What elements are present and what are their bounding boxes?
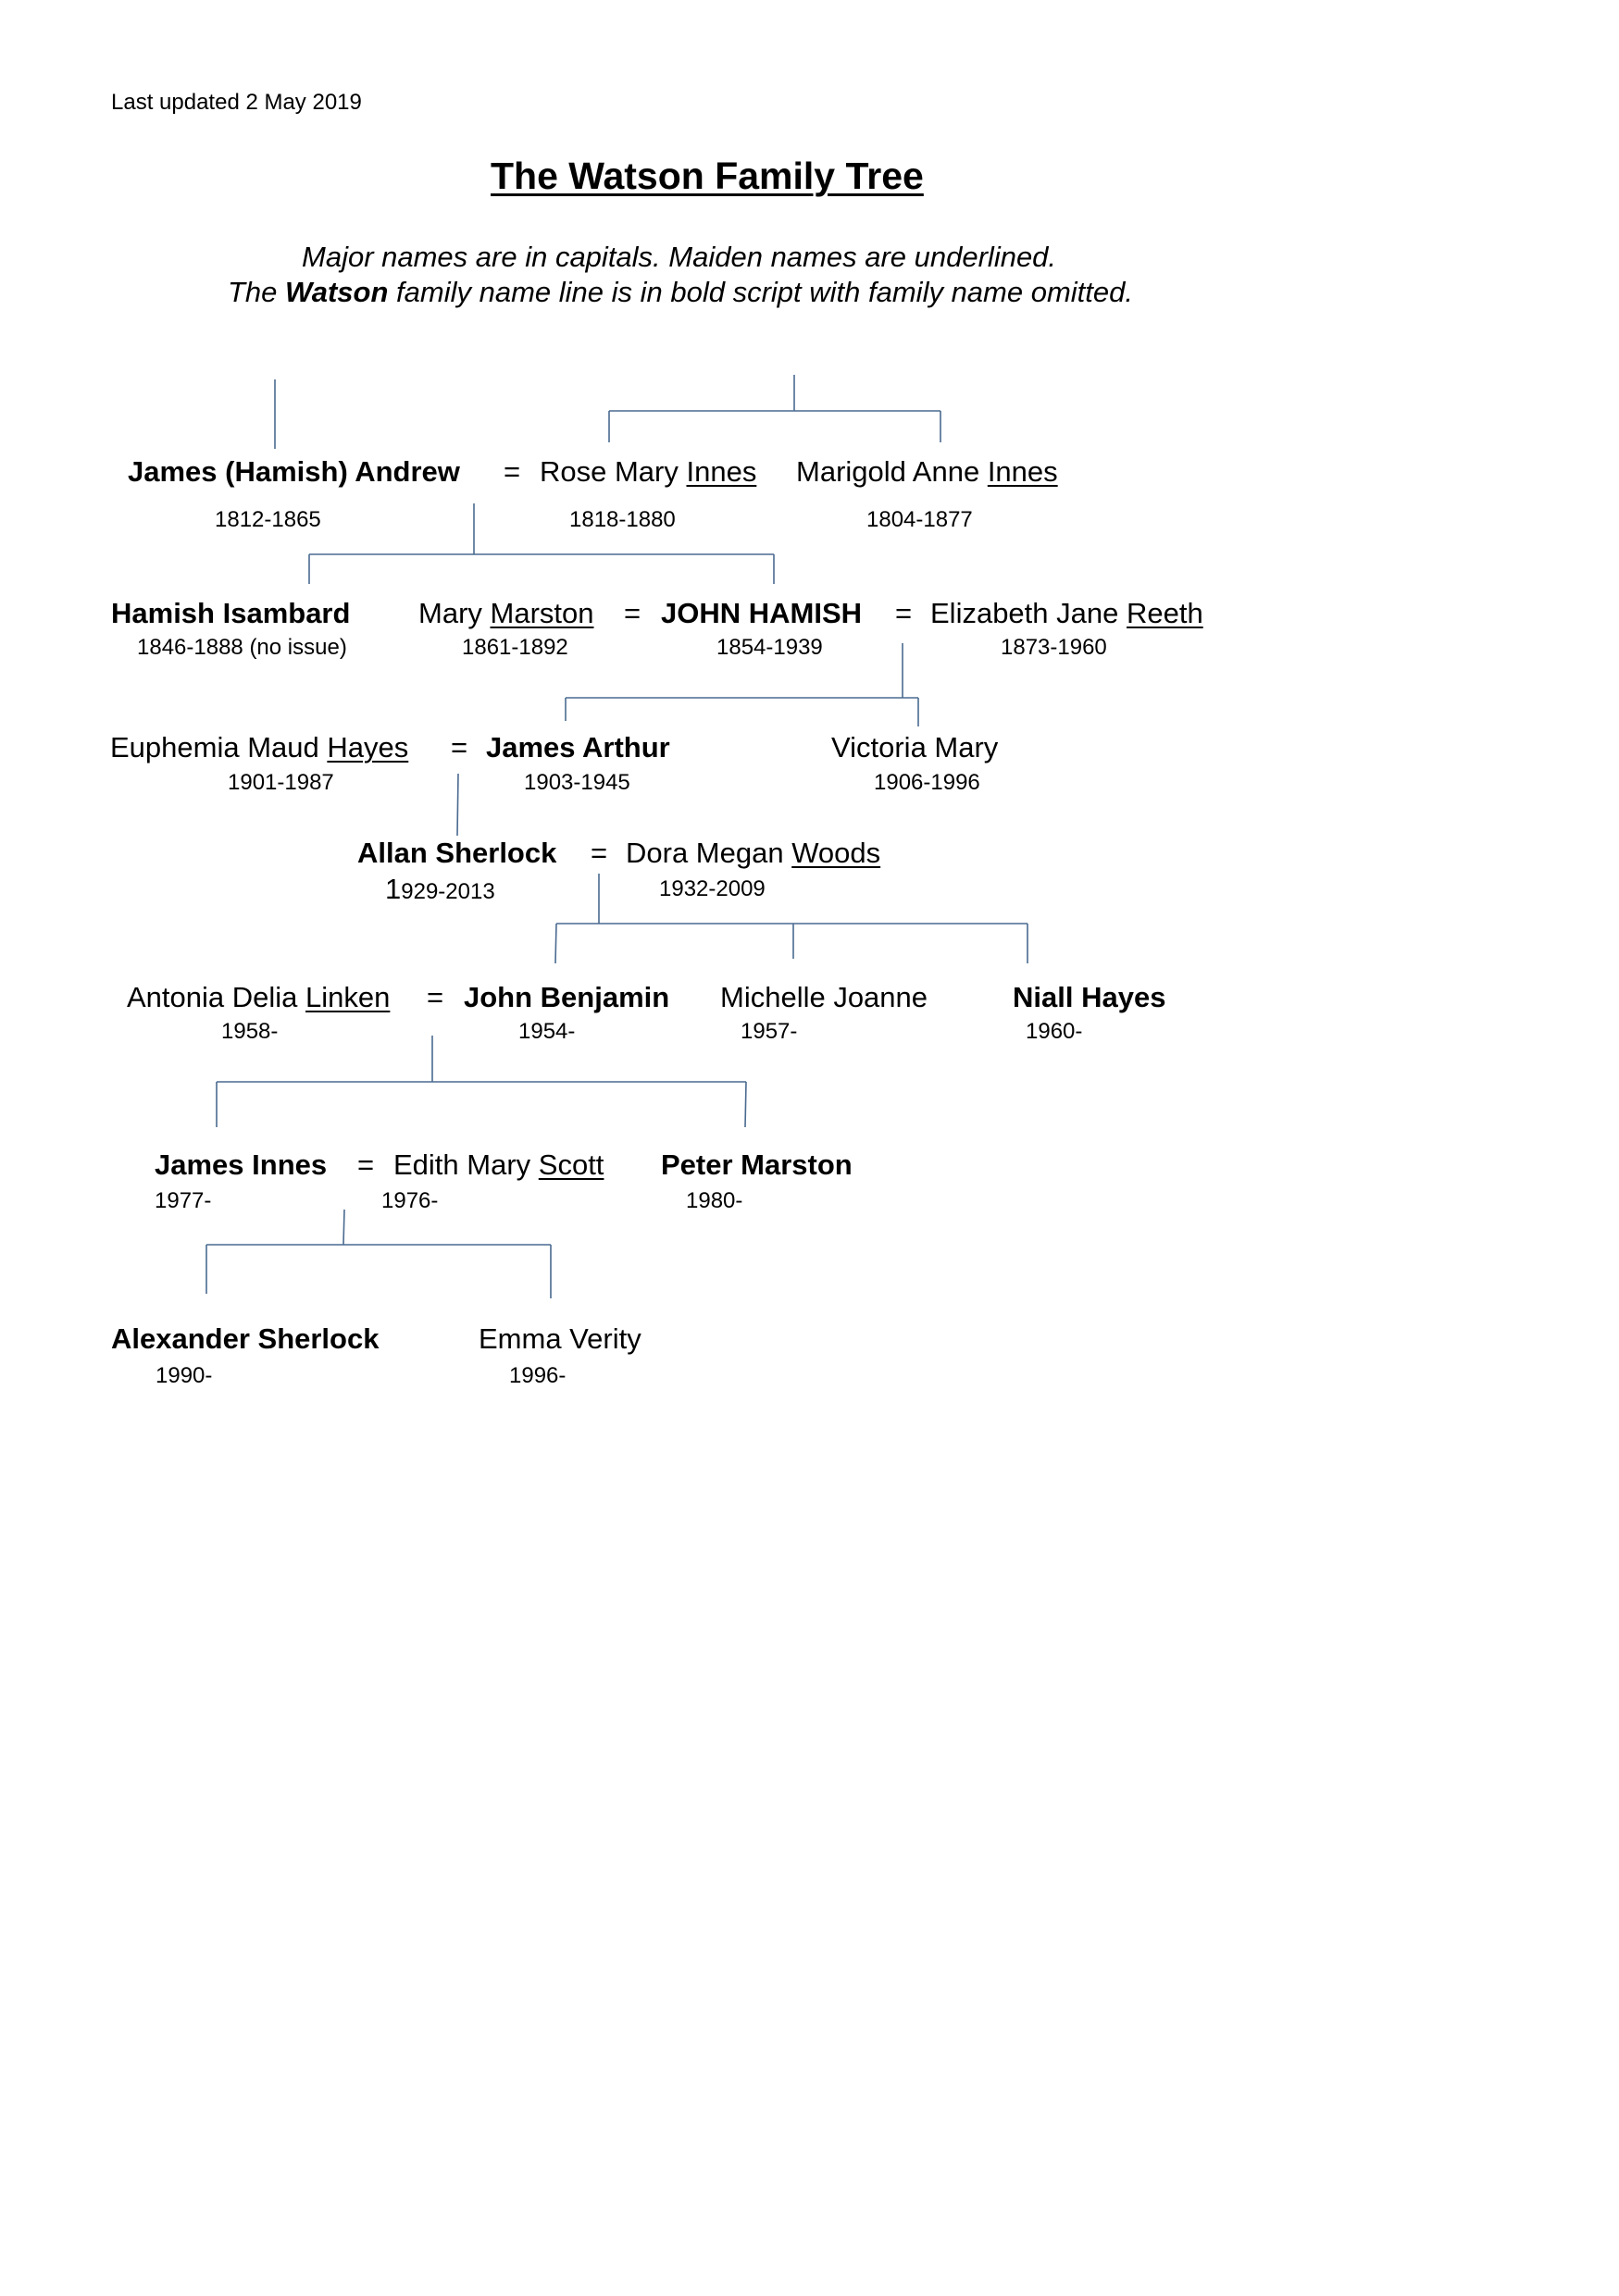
person-elizabeth-jane-reeth <box>930 599 1203 627</box>
marriage-symbol: = <box>591 837 608 869</box>
person-james-arthur: James Arthur <box>486 731 670 763</box>
given-names: Elizabeth Jane <box>930 597 1127 629</box>
dates-michelle-joanne: 1957- <box>741 1019 798 1044</box>
legend-watson-bold: Watson <box>285 276 389 308</box>
dates-alexander-sherlock: 1990- <box>156 1363 213 1388</box>
person-john-hamish: JOHN HAMISH <box>661 597 863 629</box>
dates-marigold-anne-innes: 1804-1877 <box>866 507 973 532</box>
maiden-name: Reeth <box>1126 597 1203 629</box>
person-john-benjamin: John Benjamin <box>464 981 670 1013</box>
maiden-name: Innes <box>686 455 757 488</box>
person-hamish-isambard: Hamish Isambard <box>111 597 351 629</box>
legend-line-1: Major names are in capitals. Maiden names are underlined. <box>302 241 1057 273</box>
legend-line-2-pre: The <box>228 276 286 308</box>
dates-john-benjamin: 1954- <box>518 1019 576 1044</box>
person-edith-mary-scott <box>393 1150 604 1179</box>
dates-emma-verity: 1996- <box>509 1363 567 1388</box>
dates-james-hamish-andrew: 1812-1865 <box>215 507 321 532</box>
dates-antonia-delia-linken: 1958- <box>221 1019 279 1044</box>
page-title: The Watson Family Tree <box>491 155 924 197</box>
marriage-symbol: = <box>427 981 444 1013</box>
legend-line-2-post: family name line is in bold script with family name omitted. <box>388 276 1133 308</box>
person-james-innes: James Innes <box>155 1148 328 1181</box>
dates-rest: 929-2013 <box>401 879 495 904</box>
given-names: Rose Mary <box>540 455 687 488</box>
given-names: Marigold Anne <box>796 455 988 488</box>
dates-edith-mary-scott: 1976- <box>381 1188 439 1213</box>
dates-hamish-isambard: 1846-1888 (no issue) <box>137 635 347 660</box>
maiden-name: Innes <box>987 455 1058 488</box>
dates-john-hamish: 1854-1939 <box>716 635 823 660</box>
dates-niall-hayes: 1960- <box>1026 1019 1083 1044</box>
given-names: Edith Mary <box>393 1148 539 1181</box>
marriage-symbol: = <box>895 597 913 629</box>
marriage-symbol: = <box>451 731 468 763</box>
person-niall-hayes: Niall Hayes <box>1013 981 1166 1013</box>
dates-victoria-mary: 1906-1996 <box>874 770 980 795</box>
person-james-hamish-andrew: James (Hamish) Andrew <box>128 455 460 488</box>
dates-allan-sherlock <box>385 875 495 903</box>
person-alexander-sherlock: Alexander Sherlock <box>111 1322 380 1355</box>
person-marigold-anne-innes <box>796 457 1058 486</box>
marriage-symbol: = <box>357 1148 375 1181</box>
dates-elizabeth-jane-reeth: 1873-1960 <box>1001 635 1107 660</box>
last-updated-note: Last updated 2 May 2019 <box>111 90 362 115</box>
marriage-symbol: = <box>504 455 521 488</box>
person-allan-sherlock: Allan Sherlock <box>357 837 557 869</box>
maiden-name: Scott <box>538 1148 604 1181</box>
person-antonia-delia-linken <box>127 983 390 1011</box>
given-names: Euphemia Maud <box>110 731 328 763</box>
person-mary-marston <box>418 599 593 627</box>
dates-james-innes: 1977- <box>155 1188 212 1213</box>
descent-line-g6 <box>343 1210 344 1245</box>
given-names: Dora Megan <box>626 837 792 869</box>
maiden-name: Linken <box>305 981 391 1013</box>
person-rose-mary-innes <box>540 457 756 486</box>
dates-james-arthur: 1903-1945 <box>524 770 630 795</box>
person-victoria-mary: Victoria Mary <box>831 731 999 763</box>
dates-peter-marston: 1980- <box>686 1188 743 1213</box>
dates-euphemia-maud-hayes: 1901-1987 <box>228 770 334 795</box>
person-michelle-joanne: Michelle Joanne <box>720 981 928 1013</box>
given-names: Mary <box>418 597 491 629</box>
descent-line-g3 <box>457 774 458 836</box>
given-names: Antonia Delia <box>127 981 306 1013</box>
person-emma-verity: Emma Verity <box>479 1322 641 1355</box>
maiden-name: Hayes <box>327 731 409 763</box>
dates-mary-marston: 1861-1892 <box>462 635 568 660</box>
person-dora-megan-woods <box>626 838 880 867</box>
dates-dora-megan-woods: 1932-2009 <box>659 876 766 901</box>
dates-rose-mary-innes: 1818-1880 <box>569 507 676 532</box>
marriage-symbol: = <box>624 597 641 629</box>
person-peter-marston: Peter Marston <box>661 1148 853 1181</box>
person-euphemia-maud-hayes <box>110 733 408 762</box>
maiden-name: Marston <box>490 597 594 629</box>
dates-first-digit: 1 <box>385 873 402 905</box>
maiden-name: Woods <box>791 837 881 869</box>
